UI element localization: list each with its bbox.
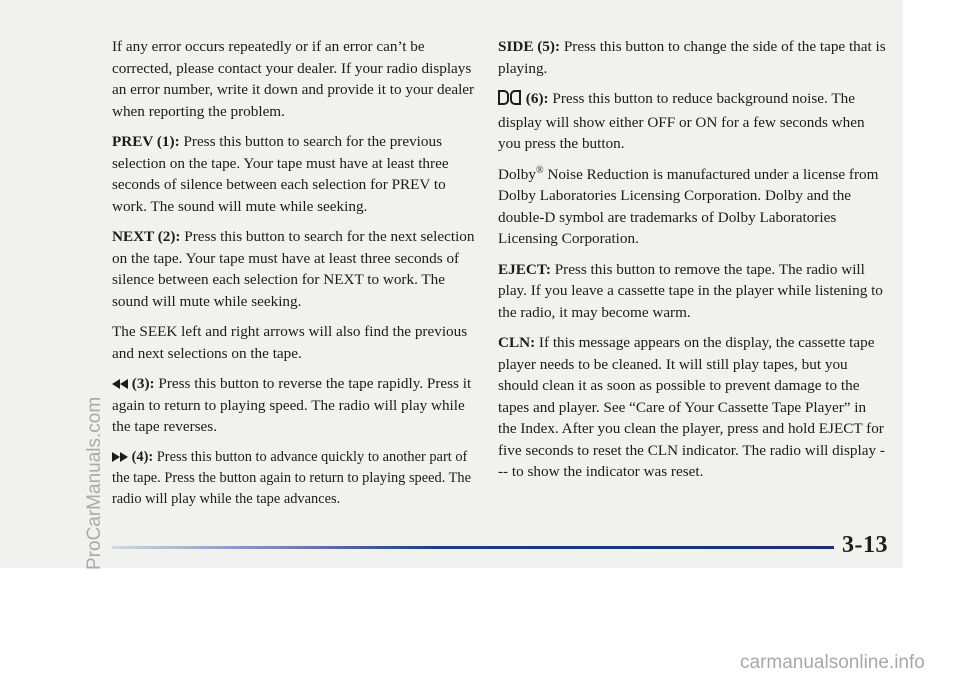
prev-term: PREV (1): — [112, 133, 180, 150]
footer-rule — [112, 546, 834, 549]
rewind-text: Press this button to reverse the tape rapidly. Press it again to return to playing speed. The radio will play while the tape reverses. — [112, 375, 472, 435]
seek-text: The SEEK left and right arrows will also find the previous and next selections on the tape. — [112, 323, 468, 362]
eject-paragraph — [498, 259, 888, 324]
fast-forward-icon — [112, 449, 128, 465]
rewind-term: (3): — [131, 375, 155, 392]
rewind-icon — [112, 375, 128, 392]
eject-text: Press this button to remove the tape. The radio will play. If you leave a cassette tape in the player while listening to the radio, it may become warm. — [498, 260, 883, 321]
dolby-term: (6): — [525, 90, 549, 107]
cln-term: CLN: — [498, 334, 536, 351]
right-column — [498, 36, 888, 492]
left-column — [112, 36, 484, 519]
dolby-double-d-icon — [498, 90, 522, 112]
dolby-note-a: Dolby — [498, 165, 536, 183]
page-number: 3-13 — [842, 532, 888, 558]
dolby-paragraph — [498, 88, 888, 155]
seek-paragraph — [112, 321, 484, 364]
prev-paragraph — [112, 131, 484, 217]
next-term: NEXT (2): — [112, 228, 181, 245]
side-term: SIDE (5): — [498, 38, 561, 55]
next-paragraph — [112, 226, 484, 312]
cln-paragraph — [498, 332, 888, 483]
next-text: Press this button to search for the next selection on the tape. Your tape must have at least three seconds of silence between each selection for NEXT to work. The sound will mute while seeking. — [112, 228, 475, 310]
side-watermark: ProCarManuals.com — [84, 396, 105, 570]
registered-mark: ® — [535, 164, 544, 176]
footer-watermark-link[interactable]: carmanualsonline.info — [740, 652, 925, 673]
side-text: Press this button to change the side of the tape that is playing. — [498, 38, 886, 77]
intro-paragraph — [112, 36, 484, 122]
eject-term: EJECT: — [498, 260, 551, 278]
side-paragraph — [498, 36, 888, 79]
cln-text: If this message appears on the display, the cassette tape player needs to be cleaned. It will still play tapes, but you should clean it as soon as possible to prevent damage to the tapes and player. See “Care of Your Cassette Tape Player” in the Index. After you clean the player, press and hold EJECT for five seconds to reset the CLN indicator. The radio will display --- to show the indicator was reset. — [498, 334, 885, 480]
dolby-text: Press this button to reduce background noise. The display will show either OFF or ON for a few seconds when you press the button. — [498, 90, 865, 152]
intro-text: If any error occurs repeatedly or if an error can’t be corrected, please contact your dealer. If your radio displays an error number, write it down and provide it to your dealer when reporting the problem. — [112, 38, 475, 120]
fast-forward-term: (4): — [131, 448, 154, 465]
dolby-trademark-paragraph — [498, 164, 888, 250]
fast-forward-paragraph — [112, 447, 484, 510]
fast-forward-text: Press this button to advance quickly to another part of the tape. Press the button again to return to playing speed. The radio will play while the tape advances. — [112, 448, 472, 507]
rewind-paragraph — [112, 373, 484, 438]
dolby-note-b: Noise Reduction is manufactured under a license from Dolby Laboratories Licensing Corporation. Dolby and the double-D symbol are trademarks of Dolby Laboratories Licensing Corporation. — [498, 165, 879, 247]
prev-text: Press this button to search for the previous selection on the tape. Your tape must have at least three seconds of silence between each selection for PREV to work. The sound will mute while seeking. — [112, 133, 449, 215]
